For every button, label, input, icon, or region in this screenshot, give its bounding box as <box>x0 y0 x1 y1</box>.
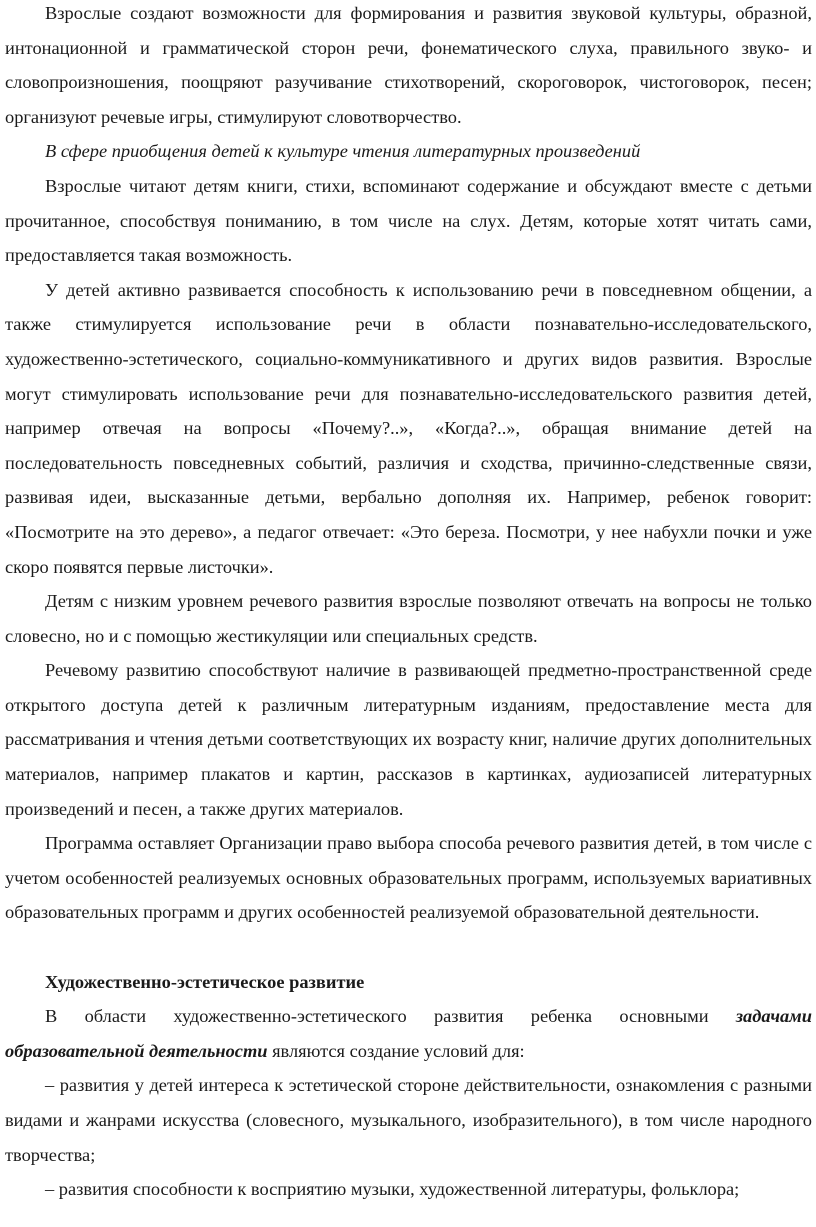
paragraph-speech-usage: У детей активно развивается способность к использованию речи в повседневном общении, а также стимулируется использование речи в области познавательно-исследовательского, художественно-эстетического, социально-коммуникативного и других видов развития. Взрослые могут стимулировать использование речи для познавательно-исследовательского развития детей, например отвечая на вопросы «Почему?..», «Когда?..», обращая внимание детей на последовательность повседневных событий, различия и сходства, причинно-следственные связи, развивая идеи, высказанные детьми, вербально дополняя их. Например, ребенок говорит: «Посмотрите на это дерево», а педагог отвечает: «Это береза. Посмотри, у нее набухли почки и уже скоро появятся первые листочки». <box>5 279 812 577</box>
list-item-perception: – развития способности к восприятию музыки, художественной литературы, фольклора; <box>45 1179 740 1200</box>
paragraph-environment: Речевому развитию способствуют наличие в развивающей предметно-пространственной среде открытого доступа детей к различным литературным изданиям, предоставление места для рассматривания и чтения детьми соответствующих их возрасту книг, наличие других дополнительных материалов, например плакатов и картин, рассказов в картинках, аудиозаписей литературных произведений и песен, а также других материалов. <box>5 660 812 819</box>
artistic-tasks-end: являются создание условий для: <box>267 1040 525 1061</box>
artistic-tasks-emphasis: задачами образовательной деятельности <box>5 1006 812 1061</box>
paragraph-reading-books: Взрослые читают детям книги, стихи, вспоминают содержание и обсуждают вместе с детьми прочитанное, способствуя пониманию, в том числе на слух. Детям, которые хотят читать сами, предоставляется такая возможность. <box>5 175 812 266</box>
artistic-tasks-start: В области художественно-эстетического развития ребенка основными <box>45 1006 736 1027</box>
paragraph-artistic-tasks <box>5 999 812 1068</box>
paragraph-low-speech-level: Детям с низким уровнем речевого развития взрослые позволяют отвечать на вопросы не только словесно, но и с помощью жестикуляции или специальных средств. <box>5 591 812 646</box>
paragraph-sound-culture: Взрослые создают возможности для формирования и развития звуковой культуры, образной, интонационной и грамматической сторон речи, фонематического слуха, правильного звуко- и словопроизношения, поощряют разучивание стихотворений, скороговорок, чистоговорок, песен; организуют речевые игры, стимулируют словотворчество. <box>5 3 812 127</box>
section-heading-reading: В сфере приобщения детей к культуре чтения литературных произведений <box>45 141 641 162</box>
paragraph-program-choice: Программа оставляет Организации право выбора способа речевого развития детей, в том числе с учетом особенностей реализуемых основных образовательных программ, используемых вариативных образовательных программ и других особенностей реализуемой образовательной деятельности. <box>5 833 812 923</box>
list-item-aesthetic-interest: – развития у детей интереса к эстетической стороне действительности, ознакомления с разными видами и жанрами искусства (словесного, музыкального, изобразительного), в том числе народного творчества; <box>5 1075 812 1165</box>
section-heading-artistic: Художественно-эстетическое развитие <box>45 971 365 992</box>
